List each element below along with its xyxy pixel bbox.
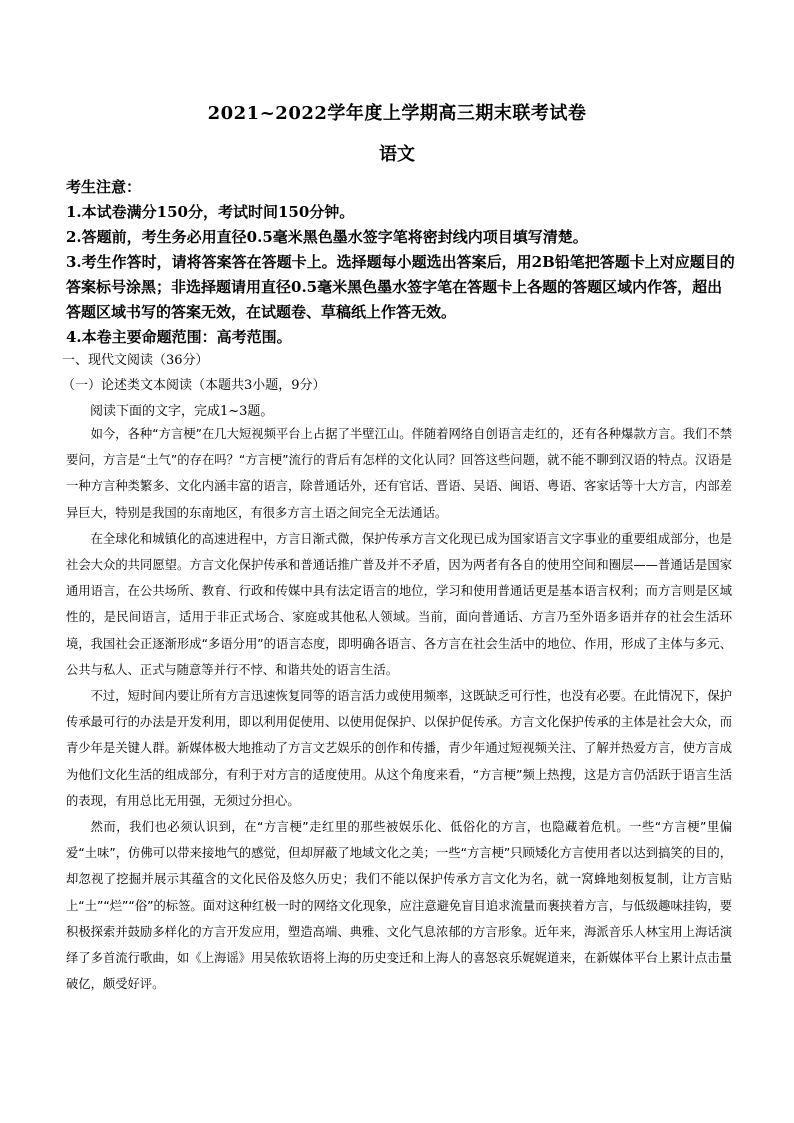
reading-passage	[66, 421, 732, 997]
exam-notice	[66, 175, 736, 350]
passage-paragraph: 不过，短时间内要让所有方言迅速恢复同等的语言活力或使用频率，这既缺乏可行性，也没有必要。在此情况下，保护传承最可行的办法是开发利用，即以利用促使用、以使用促保护、以保护促传承。方言文化保护传承的主体是社会大众，而青少年是关键人群。新媒体极大地推动了方言文艺娱乐的创作和传播，青少年通过短视频关注、了解并热爱方言，使方言成为他们文化生活的组成部分，有利于对方言的适度使用。从这个角度来看，“方言梗”频上热搜，这是方言仍活跃于语言生活的表现，有用总比无用强，无须过分担心。	[66, 689, 732, 808]
section-heading: 一、现代文阅读（36分）	[62, 353, 209, 368]
notice-item: 3.考生作答时，请将答案答在答题卡上。选择题每小题选出答案后，用2B铅笔把答题卡上对应题目的答案标号涂黑；非选择题请用直径0.5毫米黑色墨水签字笔在答题卡上各题的答题区域内作答，超出答题区域书写的答案无效，在试题卷、草稿纸上作答无效。	[66, 253, 735, 321]
subject-title: 语文	[379, 144, 415, 165]
notice-item: 2.答题前，考生务必用直径0.5毫米黑色墨水签字笔将密封线内项目填写清楚。	[66, 228, 588, 246]
reading-instruction: 阅读下面的文字，完成1~3题。	[90, 404, 274, 419]
exam-title: 2021~2022学年度上学期高三期末联考试卷	[207, 103, 587, 124]
notice-item: 4.本卷主要命题范围：高考范围。	[66, 328, 292, 346]
passage-paragraph: 然而，我们也必须认识到，在“方言梗”走红里的那些被娱乐化、低俗化的方言，也隐藏着危机。一些“方言梗”里偏爱“土味”，仿佛可以带来接地气的感觉，但却屏蔽了地域文化之美；一些“方言梗”只顾矮化方言使用者以达到搞笑的目的，却忽视了挖掘并展示其蕴含的文化民俗及悠久历史；我们不能以保护传承方言文化为名，就一窝蜂地刻板复制，让方言贴上“土”“烂”“俗”的标签。面对这种红极一时的网络文化现象，应注意避免盲目追求流量而裹挟着方言，与低级趣味挂钩，要积极探索并鼓励多样化的方言开发应用，塑造高端、典雅、文化气息浓郁的方言形象。近年来，海派音乐人林宝用上海话演绎了多首流行歌曲，如《上海谣》用吴侬软语将上海的历史变迁和上海人的喜怒哀乐娓娓道来，在新媒体平台上累计点击量破亿，颇受好评。	[66, 820, 732, 992]
notice-heading: 考生注意：	[66, 178, 142, 196]
notice-item: 1.本试卷满分150分，考试时间150分钟。	[66, 203, 355, 221]
passage-paragraph: 在全球化和城镇化的高速进程中，方言日渐式微，保护传承方言文化现已成为国家语言文字事业的重要组成部分，也是社会大众的共同愿望。方言文化保护传承和普通话推广普及并不矛盾，因为两者有各自的使用空间和圈层——普通话是国家通用语言，在公共场所、教育、行政和传媒中具有法定语言的地位，学习和使用普通话更是基本语言权利；而方言则是区域性的，是民间语言，适用于非正式场合、家庭或其他私人领域。当前，面向普通话、方言乃至外语多语并存的社会生活环境，我国社会正逐渐形成“多语分用”的语言态度，即明确各语言、各方言在社会生活中的地位、作用，形成了主体与多元、公共与私人、正式与随意等并行不悖、和谐共处的语言生活。	[66, 531, 732, 677]
subsection-heading: （一）论述类文本阅读（本题共3小题，9分）	[62, 378, 326, 393]
passage-paragraph: 如今，各种“方言梗”在几大短视频平台上占据了半壁江山。伴随着网络自创语言走红的，还有各种爆款方言。我们不禁要问，方言是“土气”的存在吗？“方言梗”流行的背后有怎样的文化认同？回答这些问题，就不能不聊到汉语的特点。汉语是一种方言种类繁多、文化内涵丰富的语言，除普通话外，还有官话、晋语、吴语、闽语、粤语、客家话等十大方言，内部差异巨大，特别是我国的东南地区，有很多方言土语之间完全无法通话。	[66, 427, 732, 520]
